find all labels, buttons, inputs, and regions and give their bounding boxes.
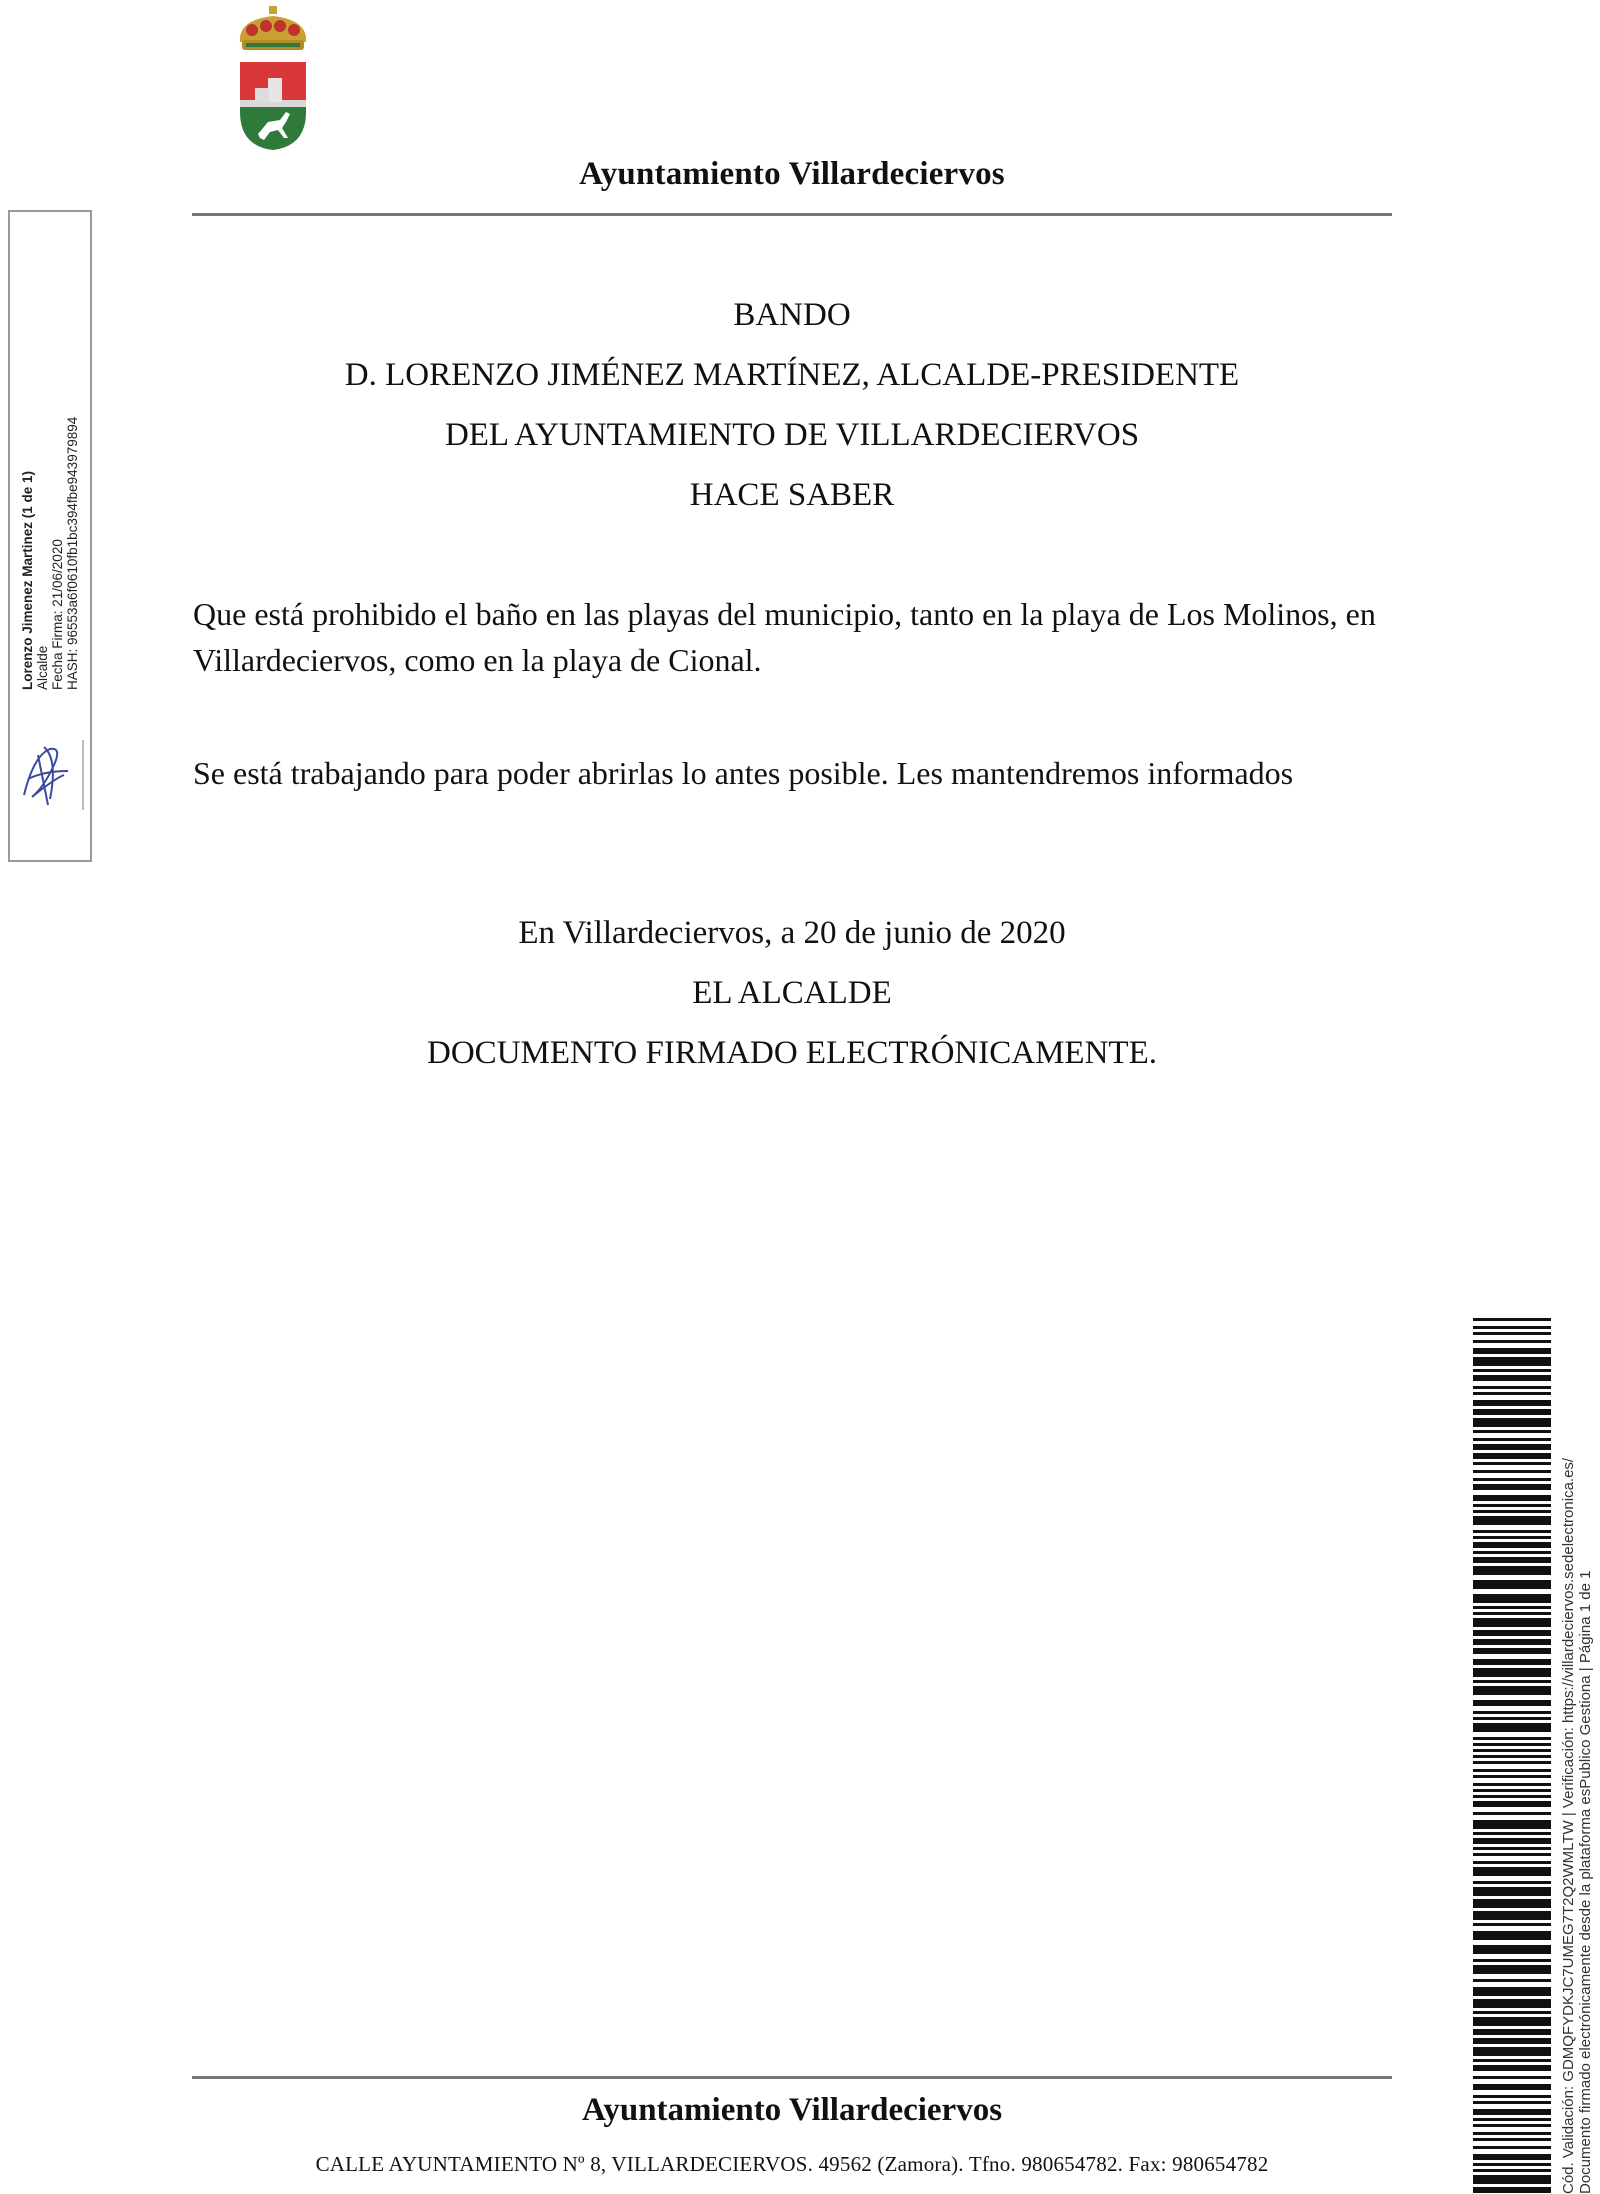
signature-hash: HASH: 96553a6f0610fb1bc394fbe943979894: [65, 416, 80, 690]
signature-divider: [82, 740, 84, 810]
footer-title: Ayuntamiento Villardeciervos: [581, 2092, 1003, 2128]
header-rule: [192, 213, 1392, 216]
footer-address: CALLE AYUNTAMIENTO Nº 8, VILLARDECIERVOS. 49562 (Zamora). Tfno. 980654782. Fax: 980654782: [315, 2152, 1269, 2176]
validation-code: Cód. Validación: GDMQFYDKJC7UMEG7T2Q2WMLTW | Verificación: https://villardeciervos.sedelectronica.es/: [1560, 1457, 1577, 2194]
barcode-icon: [1473, 1318, 1551, 2194]
coat-of-arms-icon: [228, 4, 318, 154]
signer-role: Alcalde: [35, 645, 50, 690]
heading-line-3: DEL AYUNTAMIENTO DE VILLARDECIERVOS: [444, 417, 1140, 453]
heading-line-4: HACE SABER: [689, 477, 895, 513]
heading-line-1: BANDO: [733, 297, 851, 333]
body-paragraph-1: Que está prohibido el baño en las playas del municipio, tanto en la playa de Los Molinos, en Villardeciervos, como en la playa de Cional.: [193, 596, 1376, 678]
signatory: EL ALCALDE: [692, 975, 892, 1011]
place-date: En Villardeciervos, a 20 de junio de 2020: [518, 915, 1066, 951]
validation-text: [1560, 1314, 1594, 2194]
signature-date: Fecha Firma: 21/06/2020: [50, 539, 65, 690]
heading-line-2: D. LORENZO JIMÉNEZ MARTÍNEZ, ALCALDE-PRESIDENTE: [344, 357, 1240, 393]
handwritten-signature-icon: [14, 735, 76, 815]
signature-details: [20, 260, 84, 690]
footer-rule: [192, 2076, 1392, 2079]
bando-heading: [192, 290, 1392, 530]
closing-block: [192, 908, 1392, 1088]
header-title: Ayuntamiento Villardeciervos: [579, 156, 1005, 192]
body-paragraph-2: Se está trabajando para poder abrirlas lo antes posible. Les mantendremos informados: [193, 755, 1294, 791]
signature-note: DOCUMENTO FIRMADO ELECTRÓNICAMENTE.: [427, 1035, 1157, 1071]
validation-platform: Documento firmado electrónicamente desde la plataforma esPublico Gestiona | Página 1 de 1: [1577, 1570, 1594, 2194]
signer-name: Lorenzo Jimenez Martinez (1 de 1): [20, 470, 35, 690]
